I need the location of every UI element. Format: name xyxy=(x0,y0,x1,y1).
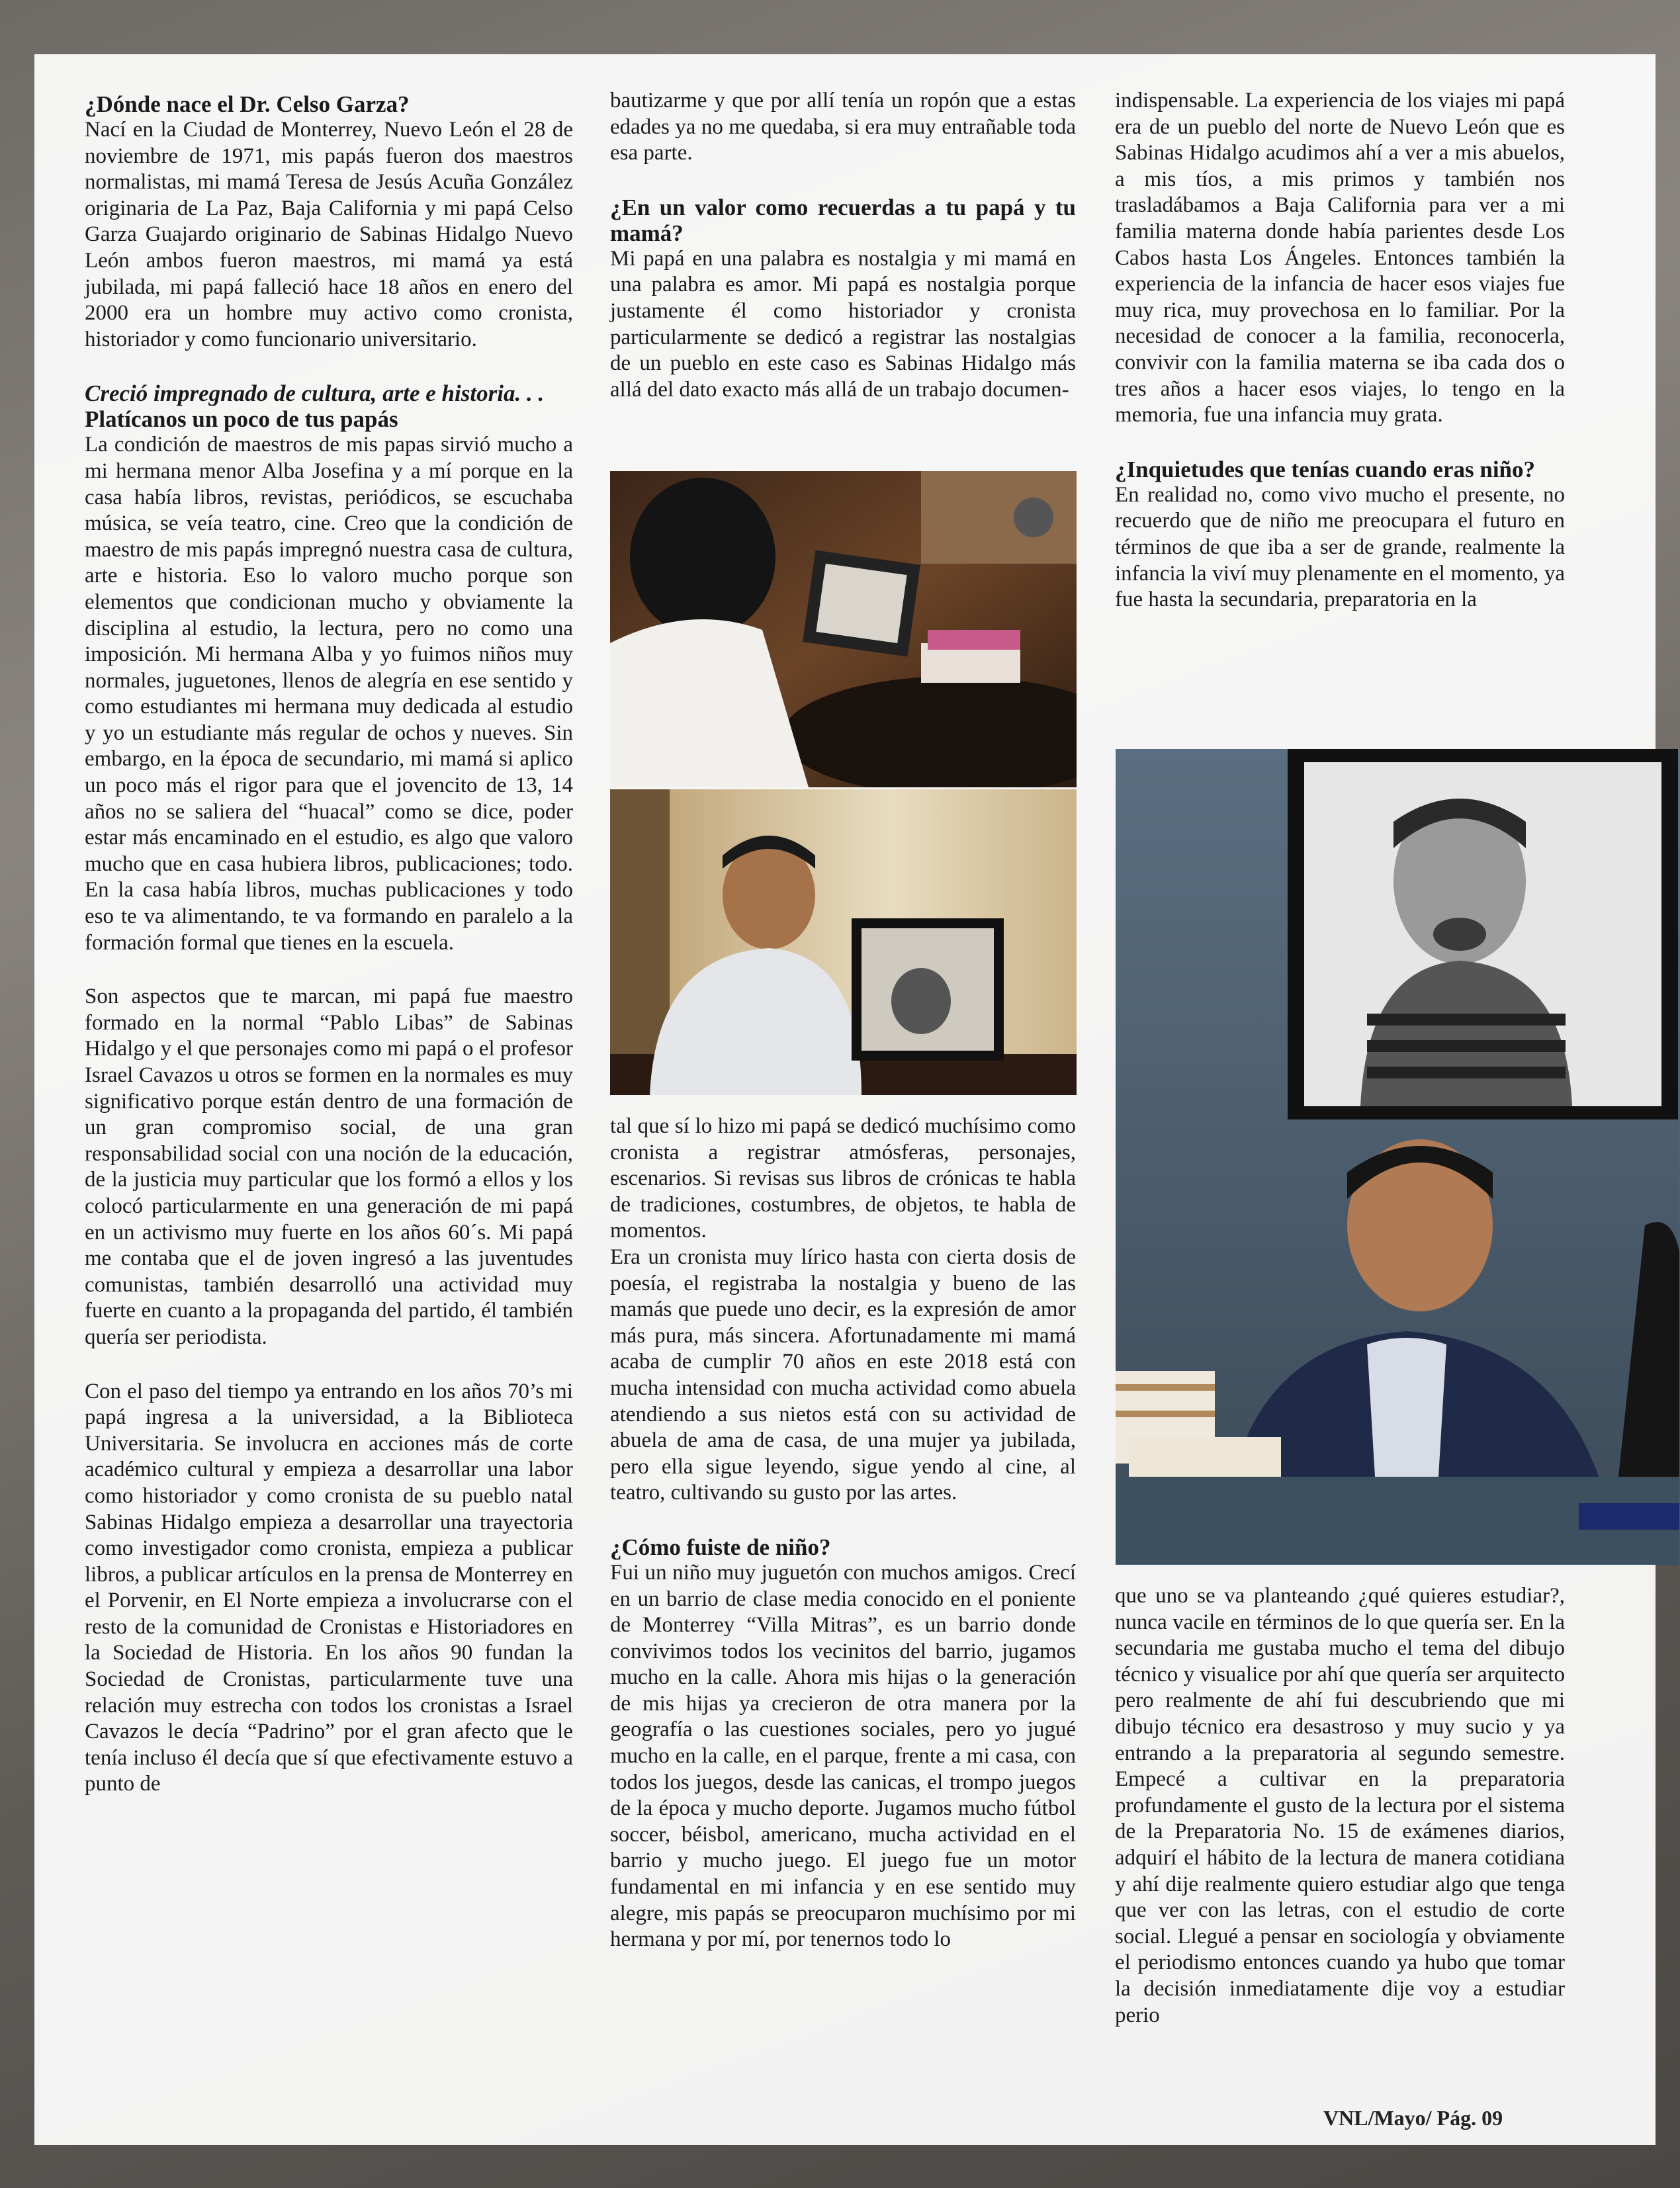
paragraph: tal que sí lo hizo mi papá se dedicó muchísimo como cronista a registrar atmósferas, personajes, escenarios. Si revisas sus libros de crónicas te habla de tradiciones, costumbres, de objetos, te habla de momentos. xyxy=(610,1114,1076,1243)
paragraph: Nací en la Ciudad de Monterrey, Nuevo León el 28 de noviembre de 1971, mis papás fueron dos maestros normalistas, mi mamá Teresa de Jesús Acuña González originaria de La Paz, Baja California y mi papá Celso Garza Guajardo originario de Sabinas Hidalgo Nuevo León ambos fueron maestros, mi mamá ya está jubilada, mi papá falleció hace 18 años en enero del 2000 era un hombre muy activo como cronista, historiador y como funcionario universitario. xyxy=(85,118,573,351)
paragraph: indispensable. La experiencia de los viajes mi papá era de un pueblo del norte de Nuevo León que es Sabinas Hidalgo acudimos ahí a ver a mis abuelos, a mis tíos, a mis primos y también nos trasladábamos a Baja California para ver a mi familia materna donde había parientes desde Los Cabos hasta Los Ángeles. Entonces también la experiencia de la infancia de hacer esos viajes fue muy rica, muy provechosa en lo familiar. Por la necesidad de conocer a la familia, reconocerla, convivir con la familia materna se iba cada dos o tres años a hacer esos viajes, lo tengo en la memoria, fue una infancia muy grata. xyxy=(1115,89,1565,427)
question-heading: ¿Cómo fuiste de niño? xyxy=(610,1534,831,1560)
question-heading: ¿Inquietudes que tenías cuando eras niño? xyxy=(1115,456,1536,482)
section-heading-italic: Creció impregnado de cultura, arte e historia. . . xyxy=(85,380,545,407)
column-3 xyxy=(1115,88,1565,613)
paragraph: En realidad no, como vivo mucho el presente, no recuerdo que de niño me preocupara el futuro en términos de que iba a ser de grande, realmente la infancia la viví muy plenamente en el momento, ya fue hasta la secundaria, preparatoria en la xyxy=(1115,482,1565,612)
column-2-continued xyxy=(610,1114,1076,1953)
photo-man-with-portrait xyxy=(610,789,1077,1095)
photo-man-holding-frame xyxy=(610,471,1077,787)
paragraph: bautizarme y que por allí tenía un ropón que a estas edades ya no me quedaba, si era muy entrañable toda esa parte. xyxy=(610,89,1076,165)
paragraph: Con el paso del tiempo ya entrando en los años 70’s mi papá ingresa a la universidad, a la Biblioteca Universitaria. Se involucra en acciones más de corte académico cultural y empieza a desarrollar una labor como historiador y como cronista de su pueblo natal Sabinas Hidalgo empieza a desarrollar una trayectoria como investigador como cronista, empieza a publicar libros, a publicar artículos en la prensa de Monterrey en el Porvenir, en El Norte empieza a involucrarse con el resto de la comunidad de Cronistas e Historiadores en la Sociedad de Historia. En los años 90 fundan la Sociedad de Cronistas, particularmente tuve una relación muy estrecha con todos los cronistas a Israel Cavazos le decía “Padrino” por el gran afecto que le tenía incluso él decía que sí que efectivamente estuvo a punto de xyxy=(85,1379,573,1796)
page-footer: VNL/Mayo/ Pág. 09 xyxy=(1323,2106,1503,2130)
question-heading: Platícanos un poco de tus papás xyxy=(85,406,398,433)
column-1 xyxy=(85,91,573,1798)
paragraph: Mi papá en una palabra es nostalgia y mi mamá en una palabra es amor. Mi papá es nostalgia porque justamente él como historiador y cronista particularmente se dedicó a registrar las nostalgias de un pueblo en este caso es Sabinas Hidalgo más allá del dato exacto más allá de un trabajo documen- xyxy=(610,246,1076,402)
paragraph: Son aspectos que te marcan, mi papá fue maestro formado en la normal “Pablo Libas” de Sabinas Hidalgo y el que personajes como mi papá o el profesor Israel Cavazos u otros se formen en la normales es muy significativo porque están dentro de una formación de un gran compromiso social, de una gran responsabilidad social con una noción de la educación, de la justicia muy particular que los formó a ellos y los colocó particularmente en una generación de mi papá en un activismo muy fuerte en los años 60´s. Mi papá me contaba que el de joven ingresó a las juventudes comunistas, también desarrolló una actividad muy fuerte en cuanto a la propaganda del partido, él también quería ser periodista. xyxy=(85,985,573,1349)
paragraph: que uno se va planteando ¿qué quieres estudiar?, nunca vacile en términos de lo que quería ser. En la secundaria me gustaba mucho el tema del dibujo técnico y visualice por ahí que quería ser arquitecto pero realmente de ahí fui descubriendo que mi dibujo técnico era desastroso y muy sucio y ya entrando a la preparatoria al segundo semestre. Empecé a cultivar en la preparatoria profundamente el gusto de la lectura por el sistema de la Preparatoria No. 15 de exámenes diarios, adquirí el hábito de la lectura de manera cotidiana y ahí dije realmente quiero estudiar algo que tenga que ver con las letras, con el estudio de corte social. Llegué a pensar en sociología y obviamente el periodismo entonces cuando ya hubo que tomar la decisión inmediatamente dije voy a estudiar perio xyxy=(1115,1584,1565,2027)
paragraph: Fui un niño muy juguetón con muchos amigos. Crecí en un barrio de clase media conocido en el poniente de Monterrey “Villa Mitras”, es un barrio donde convivimos todos los vecinitos del barrio, jugamos mucho en la calle. Ahora mis hijas o la generación de mis hijas ya crecieron de otra manera por la geografía o las cuestiones sociales, pero yo jugué mucho en la calle, en el parque, frente a mi casa, con todos los juegos, desde las canicas, el trompo juegos de la época y mucho deporte. Jugamos mucho fútbol soccer, béisbol, americano, mucha actividad en el barrio y mucho juego. El juego fue un motor fundamental en mi infancia y en ese sentido muy alegre, mis papás se preocuparon muchísimo por mi hermana y por mí, por tenernos todo lo xyxy=(610,1560,1076,1952)
question-heading: ¿En un valor como recuerdas a tu papá y tu mamá? xyxy=(610,194,1076,246)
question-heading: ¿Dónde nace el Dr. Celso Garza? xyxy=(85,91,410,117)
paragraph: Era un cronista muy lírico hasta con cierta dosis de poesía, el registraba la nostalgia y bueno de las mamás que puede uno decir, es la expresión de amor más pura, más sincera. Afortunadamente mi mamá acaba de cumplir 70 años en este 2018 está con mucha intensidad con mucha actividad como abuela atendiendo a sus nietos está con su actividad de abuela de ama de casa, de una mujer ya jubilada, pero ella sigue leyendo, sigue yendo al cine, al teatro, cultivando su gusto por las artes. xyxy=(610,1245,1076,1505)
paragraph: La condición de maestros de mis papas sirvió mucho a mi hermana menor Alba Josefina y a mí porque en la casa había libros, revistas, periódicos, se escuchaba música, se veía teatro, cine. Creo que la condición de maestro de mis papás impregnó nuestra casa de cultura, arte e historia. Eso lo valoro mucho porque son elementos que condicionan mucho y obviamente la disciplina al estudio, la lectura, pero no como una imposición. Mi hermana Alba y yo fuimos niños muy normales, juguetones, llenos de alegría en ese sentido y como estudiantes mi hermana muy dedicada al estudio y yo un estudiante más regular de ochos y nueves. Sin embargo, en la época de secundario, mi mamá si aplico un poco más el rigor para que el jovencito de 13, 14 años no se saliera del “huacal” como se dice, poder estar más encaminado en el estudio, es algo que valoro mucho que en casa hubiera libros, publicaciones; todo. En la casa había libros, muchas publicaciones y todo eso te va alimentando, te va formando en paralelo a la formación formal que tienes en la escuela. xyxy=(85,433,573,955)
photo-man-in-office xyxy=(1116,749,1679,1565)
column-2 xyxy=(610,88,1076,403)
column-3-continued xyxy=(1115,1583,1565,2029)
